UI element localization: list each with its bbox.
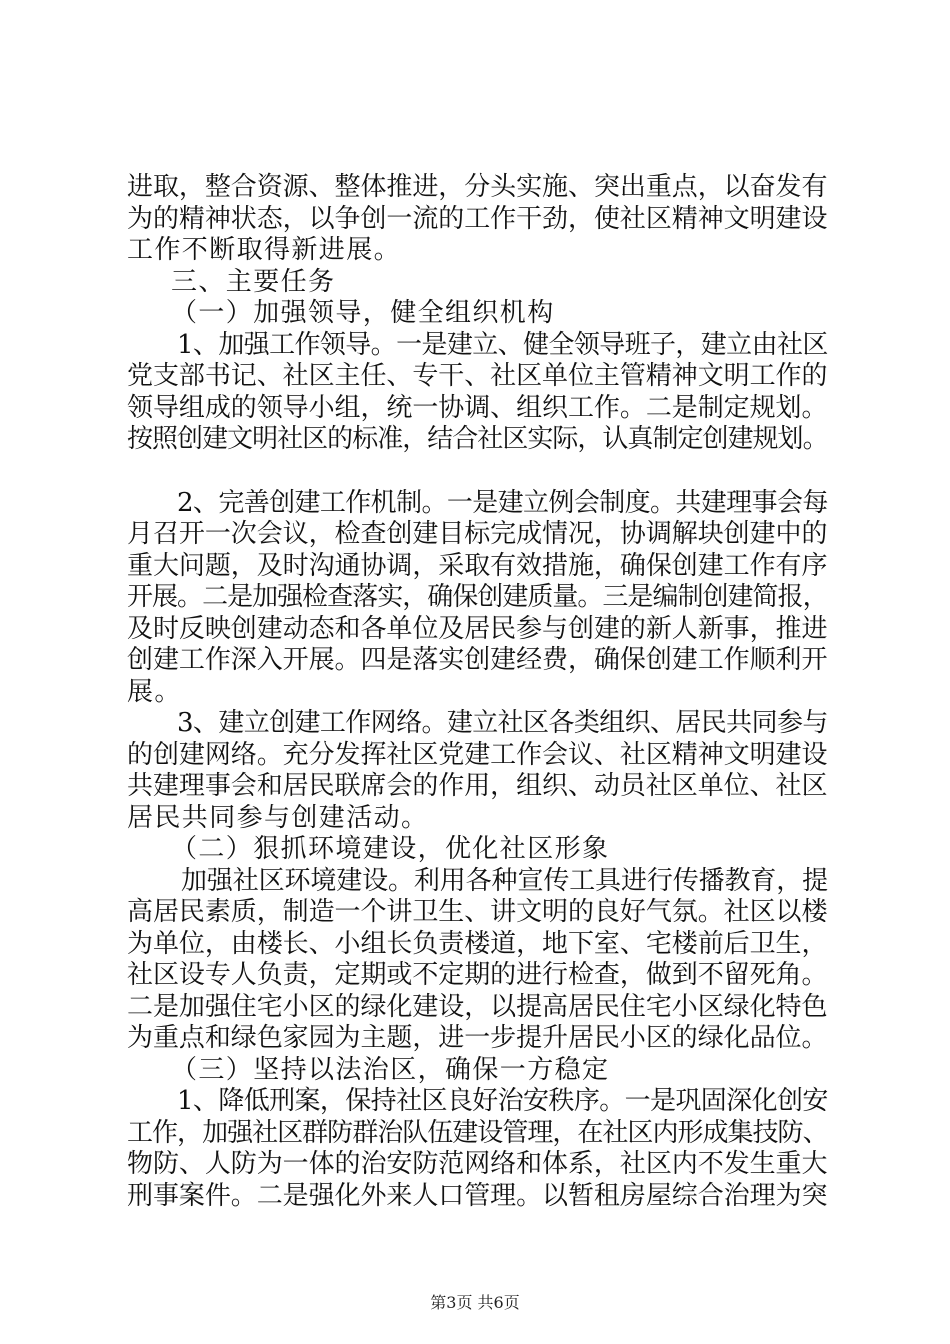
text-line: 1、降低刑案，保持社区良好治安秩序。一是巩固深化创安 xyxy=(177,1086,828,1116)
text-line: 为单位，由楼长、小组长负责楼道，地下室、宅楼前后卫生， xyxy=(127,928,828,959)
text-line: 工作不断取得新进展。 xyxy=(127,235,402,265)
text-line: 及时反映创建动态和各单位及居民参与创建的新人新事，推进 xyxy=(127,613,828,644)
text-line: 刑事案件。二是强化外来人口管理。以暂租房屋综合治理为突 xyxy=(127,1180,828,1211)
text-line: （一）加强领导，健全组织机构 xyxy=(171,298,555,328)
text-line: 三、主要任务 xyxy=(171,266,336,297)
text-line: 开展。二是加强检查落实，确保创建质量。三是编制创建简报， xyxy=(127,582,828,612)
text-line: 物防、人防为一体的治安防范网络和体系，社区内不发生重大 xyxy=(127,1149,828,1179)
document-body xyxy=(127,172,833,1212)
text-line: 月召开一次会议，检查创建目标完成情况，协调解块创建中的 xyxy=(127,519,828,549)
text-line: 按照创建文明社区的标准，结合社区实际，认真制定创建规划。 xyxy=(127,424,828,454)
text-line: 创建工作深入开展。四是落实创建经费，确保创建工作顺利开 xyxy=(127,645,828,675)
text-line: 进取，整合资源、整体推进，分头实施、突出重点，以奋发有 xyxy=(127,172,828,202)
page-footer: 第3页 共6页 xyxy=(430,1293,520,1312)
text-line: 重大问题，及时沟通协调，采取有效措施，确保创建工作有序 xyxy=(127,550,828,581)
text-line: 工作，加强社区群防群治队伍建设管理，在社区内形成集技防、 xyxy=(127,1117,828,1148)
text-line: 二是加强住宅小区的绿化建设，以提高居民住宅小区绿化特色 xyxy=(127,991,828,1022)
text-line: 领导组成的领导小组，统一协调、组织工作。二是制定规划。 xyxy=(127,392,828,423)
text-line: 为重点和绿色家园为主题，进一步提升居民小区的绿化品位。 xyxy=(127,1023,828,1053)
text-line: 为的精神状态，以争创一流的工作干劲，使社区精神文明建设 xyxy=(127,203,828,234)
paragraph-gap xyxy=(127,456,833,488)
text-line: 党支部书记、社区主任、专干、社区单位主管精神文明工作的 xyxy=(127,361,828,391)
text-line: 的创建网络。充分发挥社区党建工作会议、社区精神文明建设 xyxy=(127,739,828,770)
text-line: 1、加强工作领导。一是建立、健全领导班子，建立由社区 xyxy=(177,329,828,360)
text-line: （二）狠抓环境建设，优化社区形象 xyxy=(171,834,610,864)
text-line: （三）坚持以法治区，确保一方稳定 xyxy=(171,1054,610,1085)
text-line: 加强社区环境建设。利用各种宣传工具进行传播教育，提 xyxy=(181,865,829,896)
text-line: 高居民素质，制造一个讲卫生、讲文明的良好气氛。社区以楼 xyxy=(127,897,828,927)
text-line: 社区设专人负责，定期或不定期的进行检查，做到不留死角。 xyxy=(127,960,828,990)
text-line: 居民共同参与创建活动。 xyxy=(127,802,429,833)
text-line: 共建理事会和居民联席会的作用，组织、动员社区单位、社区 xyxy=(127,771,828,801)
text-line: 展。 xyxy=(127,676,182,707)
text-line: 3、建立创建工作网络。建立社区各类组织、居民共同参与 xyxy=(177,708,828,738)
text-line: 2、完善创建工作机制。一是建立例会制度。共建理事会每 xyxy=(177,487,828,518)
